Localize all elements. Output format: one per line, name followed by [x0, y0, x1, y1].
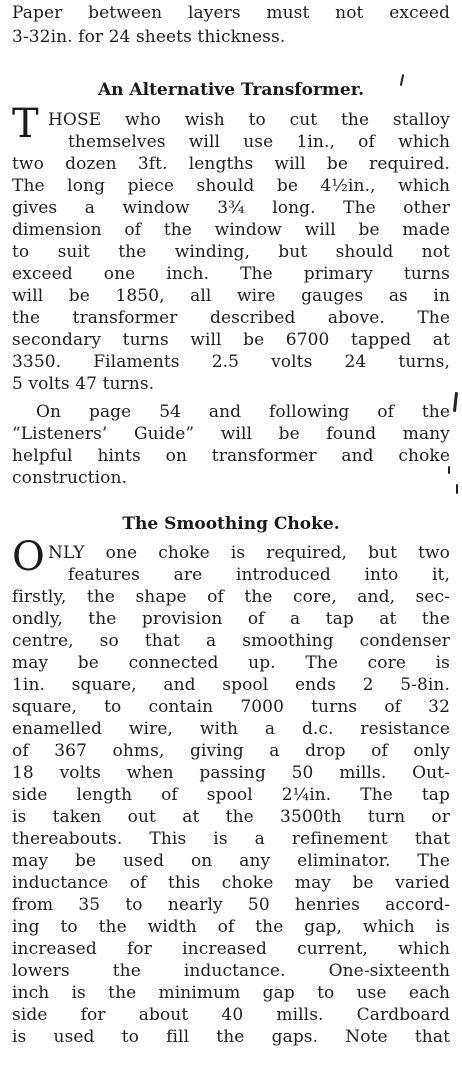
paragraph-line: exceed one inch. The primary turns	[12, 264, 450, 284]
paragraph-line: 3350. Filaments 2.5 volts 24 turns,	[12, 352, 450, 372]
paragraph-line: enamelled wire, with a d.c. resistance	[12, 719, 450, 739]
paragraph-line: NLY one choke is required, but two	[48, 543, 450, 563]
paragraph-line: inch is the minimum gap to use each	[12, 983, 450, 1003]
paragraph-line: features are introduced into it,	[68, 565, 450, 585]
paragraph-line: On page 54 and following of the	[36, 402, 450, 422]
paragraph-line: of 367 ohms, giving a drop of only	[12, 741, 450, 761]
paragraph-line: themselves will use 1in., of which	[68, 132, 450, 152]
paragraph-line: side for about 40 mills. Cardboard	[12, 1005, 450, 1025]
paragraph-line: The long piece should be 4½in., which	[12, 176, 450, 196]
drop-cap: T	[12, 101, 39, 147]
paragraph-line: thereabouts. This is a refinement that	[12, 829, 450, 849]
ink-speck	[456, 484, 458, 494]
paragraph-line: from 35 to nearly 50 henries accord-	[12, 895, 450, 915]
paragraph-line: inductance of this choke may be varied	[12, 873, 450, 893]
paragraph-line: to suit the winding, but should not	[12, 242, 450, 262]
paragraph-line: increased for increased current, which	[12, 939, 450, 959]
paragraph-line: lowers the inductance. One-sixteenth	[12, 961, 450, 981]
ink-speck	[448, 466, 450, 474]
paragraph-line: may be connected up. The core is	[12, 653, 450, 673]
paragraph-line: gives a window 3¾ long. The other	[12, 198, 450, 218]
paragraph-line: HOSE who wish to cut the stalloy	[48, 110, 450, 130]
section-heading: The Smoothing Choke.	[122, 514, 340, 534]
paragraph-line: side length of spool 2¼in. The tap	[12, 785, 450, 805]
paragraph-line: two dozen 3ft. lengths will be required.	[12, 154, 450, 174]
ink-speck	[453, 392, 458, 412]
intro-line: Paper between layers must not exceed	[12, 3, 450, 23]
paragraph-line: 1in. square, and spool ends 2 5-8in.	[12, 675, 450, 695]
paragraph-line: ing to the width of the gap, which is	[12, 917, 450, 937]
paragraph-line: the transformer described above. The	[12, 308, 450, 328]
paragraph-line: dimension of the window will be made	[12, 220, 450, 240]
paragraph-line: centre, so that a smoothing condenser	[12, 631, 450, 651]
paragraph-line: is used to fill the gaps. Note that	[12, 1027, 450, 1047]
paragraph-line: construction.	[12, 468, 128, 488]
paragraph-line: secondary turns will be 6700 tapped at	[12, 330, 450, 350]
paragraph-line: 18 volts when passing 50 mills. Out-	[12, 763, 450, 783]
drop-cap: O	[12, 534, 45, 580]
intro-line: 3-32in. for 24 sheets thickness.	[12, 27, 286, 47]
paragraph-line: may be used on any eliminator. The	[12, 851, 450, 871]
paragraph-line: is taken out at the 3500th turn or	[12, 807, 450, 827]
paragraph-line: helpful hints on transformer and choke	[12, 446, 450, 466]
paragraph-line: ondly, the provision of a tap at the	[12, 609, 450, 629]
paragraph-line: square, to contain 7000 turns of 32	[12, 697, 450, 717]
paragraph-line: “Listeners’ Guide” will be found many	[12, 424, 450, 444]
section-heading: An Alternative Transformer.	[97, 80, 365, 100]
paragraph-line: firstly, the shape of the core, and, sec-	[12, 587, 450, 607]
paragraph-line: 5 volts 47 turns.	[12, 374, 155, 394]
paragraph-line: will be 1850, all wire gauges as in	[12, 286, 450, 306]
